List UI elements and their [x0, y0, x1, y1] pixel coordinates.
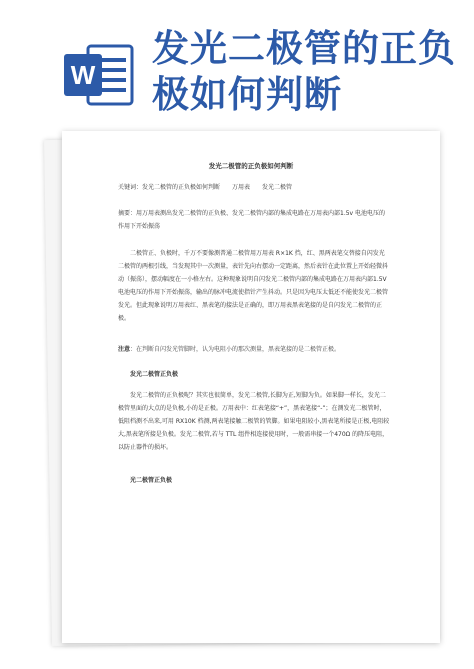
document-page — [62, 131, 440, 643]
keywords-line: 关键词：发光二极管的正负极如何判断 万用表 发光二极管 — [118, 184, 293, 191]
note-label: 注意 — [118, 346, 131, 353]
note-paragraph — [118, 343, 390, 356]
body-paragraph-2: 发光二极管的正负极呢？其实也很简单，发光二极管,长脚为正,短脚为负。如果脚一样长，发光二极管里面的大点的是负极,小的是正极。万用表中：红表笔接“+”，黑表笔接“-”；在测发光二极管时，低阻档测不出来,可用 RX10K 档测,两表笔接触二极管的管脚。如果电阻较小,黑表笔所接是正极,电阻较大,黑表笔所接是负极。发光二极管,若与 TTL 组件相连接使用时，一般需串接一个470Ω 的降压电阻，以防止器件的损坏。 — [118, 392, 390, 451]
body-paragraph-1: 二极管正、负极时，千万不要像测普通二极管用万用表 R×1K 挡，红、黑两表笔交替接自闪发光二极管的两根引线，当发现其中一次测量，表针先向右摆动一定距离，然后表针在此位置上开始轻微抖动（振荡），摆动幅度在一小格左右。这种现象说明自闪发光二极管内部的集成电路在万用表内部1.5V 电池电压的作用下开始振荡，输出的脉冲电流使指针产生抖动。只是因为电压太低还不能使发光二极管发光。但此现象说明万用表红、黑表笔的接法是正确的，即万用表黑表笔接的是自闪发光二极管的正极。 — [118, 250, 389, 322]
section-heading-2: 光二极管正负极 — [130, 477, 173, 484]
abstract-paragraph: 摘要：用万用表测出发光二极管的正负极、发光二极管内部的集成电路在万用表内部1.5v 电池电压的作用下开始振荡 — [118, 210, 386, 230]
note-text: ：在判断自闪发光管脚时，认为电阻小的那次测量，黑表笔接的是二极管正极。 — [130, 346, 341, 353]
section-heading-1: 发光二极管正负极 — [130, 371, 179, 378]
word-document-icon — [62, 38, 136, 112]
svg-text:W: W — [70, 60, 96, 90]
banner — [0, 0, 474, 118]
document-title: 发光二极管的正负极如何判断 — [208, 162, 294, 170]
page-headline: 发光二极管的正负极如何判断 — [152, 27, 456, 116]
